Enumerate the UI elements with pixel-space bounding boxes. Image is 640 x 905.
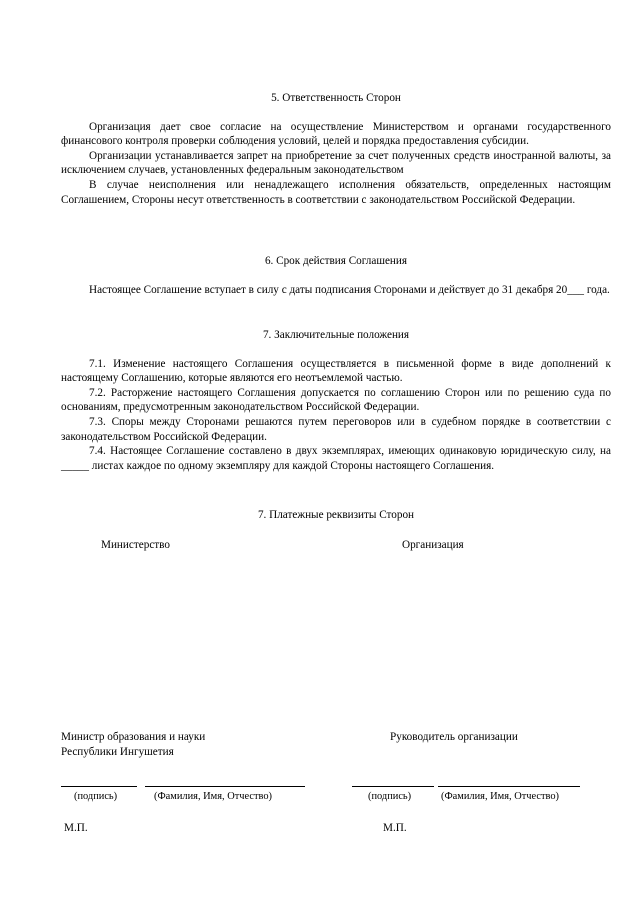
right-name-line bbox=[438, 786, 580, 787]
requisites-title: 7. Платежные реквизиты Сторон bbox=[257, 509, 415, 521]
left-signature-line bbox=[61, 786, 137, 787]
left-signature-caption: (подпись) bbox=[74, 791, 118, 802]
left-name-caption: (Фамилия, Имя, Отчество) bbox=[154, 791, 272, 802]
section-7 bbox=[61, 328, 611, 473]
section-6-title: 6. Срок действия Соглашения bbox=[264, 255, 408, 267]
left-signer-subtitle: Республики Ингушетия bbox=[61, 746, 174, 758]
section-6-paragraph: Настоящее Соглашение вступает в силу с даты подписания Сторонами и действует до 31 декабря 20___ года. bbox=[89, 283, 610, 296]
section-7-paragraph: 7.1. Изменение настоящего Соглашения осуществляется в письменной форме в виде дополнений к настоящему Соглашению, которые являются его неотъемлемой частью. bbox=[61, 357, 611, 385]
right-signature-caption: (подпись) bbox=[368, 791, 412, 802]
section-6 bbox=[61, 254, 611, 297]
right-name-caption: (Фамилия, Имя, Отчество) bbox=[441, 791, 559, 802]
left-seal-label: М.П. bbox=[64, 822, 88, 834]
section-5-title: 5. Ответственность Сторон bbox=[271, 92, 401, 104]
right-party-label: Организация bbox=[402, 539, 464, 551]
left-party-label: Министерство bbox=[101, 539, 170, 551]
section-7-paragraph: 7.3. Споры между Сторонами решаются путем переговоров или в судебном порядке в соответствии с законодательством Российской Федерации. bbox=[61, 415, 611, 443]
right-signer-title: Руководитель организации bbox=[390, 731, 518, 743]
section-7-title: 7. Заключительные положения bbox=[262, 329, 410, 341]
section-7-paragraph: 7.4. Настоящее Соглашение составлено в двух экземплярах, имеющих одинаковую юридическую силу, на _____ листах каждое по одному экземпляру для каждой Стороны настоящего Соглашения. bbox=[61, 445, 611, 472]
section-requisites bbox=[61, 508, 611, 523]
section-5 bbox=[61, 91, 611, 207]
section-5-paragraph: Организации устанавливается запрет на приобретение за счет полученных средств иностранной валюты, за исключением случаев, установленных федеральным законодательством bbox=[61, 149, 611, 177]
right-seal-label: М.П. bbox=[383, 822, 407, 834]
right-signature-line bbox=[352, 786, 434, 787]
section-5-paragraph: В случае неисполнения или ненадлежащего исполнения обязательств, определенных настоящим Соглашением, Стороны несут ответственность в соответствии с законодательством Российской Федерации. bbox=[61, 178, 611, 206]
left-name-line bbox=[145, 786, 305, 787]
section-5-paragraph: Организация дает свое согласие на осуществление Министерством и органами государственного финансового контроля проверки соблюдения условий, целей и порядка предоставления субсидии. bbox=[61, 120, 611, 148]
left-signer-title: Министр образования и науки bbox=[61, 731, 206, 743]
section-7-paragraph: 7.2. Расторжение настоящего Соглашения допускается по соглашению Сторон или по решению суда по основаниям, предусмотренным законодательством Российской Федерации. bbox=[61, 386, 611, 414]
